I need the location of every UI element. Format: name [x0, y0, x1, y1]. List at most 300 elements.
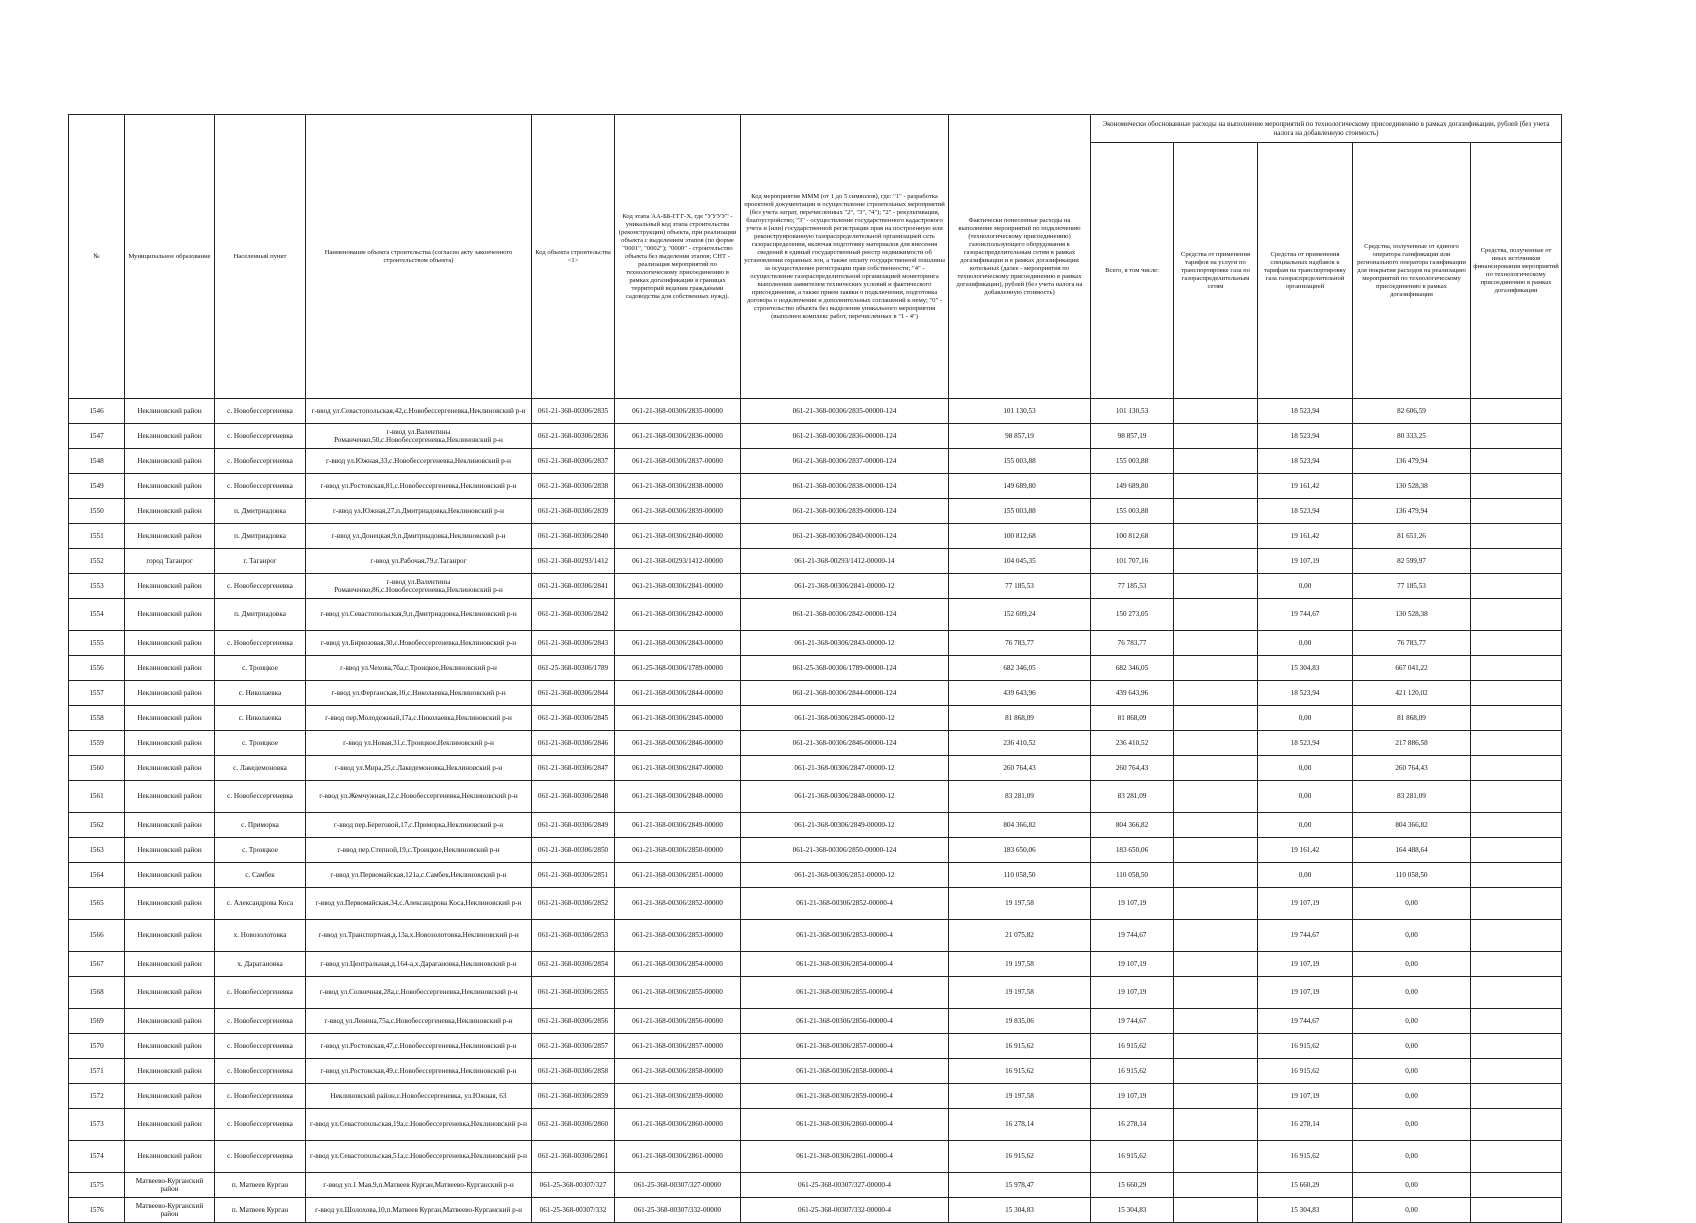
transport-tariff-cell: [1174, 656, 1258, 681]
special-markup-cell: 15 304,83: [1258, 656, 1353, 681]
row-number: 1567: [69, 952, 125, 977]
measure-code-cell: 061-25-368-00307/332-00000-4: [741, 1198, 949, 1223]
stage-code-cell: 061-21-368-00306/2857-00000: [615, 1034, 741, 1059]
object-name-cell: г-ввод ул.Ростовская,81,с.Новобессергеневка,Неклиновский р-н: [306, 474, 532, 499]
measure-code-cell: 061-21-368-00306/2853-00000-4: [741, 920, 949, 952]
settlement-cell: с. Троицкое: [215, 838, 306, 863]
municipality-cell: Неклиновский район: [125, 399, 215, 424]
object-name-cell: г-ввод ул.Чехова,7ба,с.Троицкое,Неклиновский р-н: [306, 656, 532, 681]
object-code-cell: 061-21-368-00306/2860: [532, 1109, 615, 1141]
row-number: 1556: [69, 656, 125, 681]
object-name-cell: г-ввод ул.Жемчужная,12,с.Новобессергеневка,Неклиновский р-н: [306, 781, 532, 813]
special-markup-cell: 15 660,29: [1258, 1173, 1353, 1198]
actual-costs-cell: 21 075,82: [949, 920, 1091, 952]
operator-funds-cell: 136 479,94: [1353, 449, 1471, 474]
row-number: 1554: [69, 599, 125, 631]
object-name-cell: г-ввод ул.Ферганская,10,с.Николаевка,Неклиновский р-н: [306, 681, 532, 706]
operator-funds-cell: 80 333,25: [1353, 424, 1471, 449]
other-sources-cell: [1471, 781, 1562, 813]
header-actual-costs: Фактически понесенные расходы на выполнение мероприятий по подключению (технологическому присоединению) газоиспользующего оборудования к газораспределительным сетям в рамках догазификации и в рамках догазификации котельных (далее - мероприятия по технологическому присоединению в рамках догазификации), рублей (без учета налога на добавленную стоимость): [949, 115, 1091, 399]
other-sources-cell: [1471, 977, 1562, 1009]
measure-code-cell: 061-21-368-00306/2848-00000-12: [741, 781, 949, 813]
operator-funds-cell: 0,00: [1353, 1173, 1471, 1198]
table-row: [69, 813, 1562, 838]
object-name-cell: г-ввод ул.Транспортная,д.13а,х.Новозолотовка,Неклиновский р-н: [306, 920, 532, 952]
object-code-cell: 061-21-368-00306/2849: [532, 813, 615, 838]
stage-code-cell: 061-25-368-00307/327-00000: [615, 1173, 741, 1198]
row-number: 1565: [69, 888, 125, 920]
operator-funds-cell: 421 120,02: [1353, 681, 1471, 706]
row-number: 1547: [69, 424, 125, 449]
table-body: [69, 399, 1562, 1223]
row-number: 1551: [69, 524, 125, 549]
settlement-cell: с. Самбек: [215, 863, 306, 888]
operator-funds-cell: 0,00: [1353, 888, 1471, 920]
row-number: 1563: [69, 838, 125, 863]
special-markup-cell: 16 278,14: [1258, 1109, 1353, 1141]
special-markup-cell: 19 161,42: [1258, 474, 1353, 499]
measure-code-cell: 061-21-368-00306/2836-00000-124: [741, 424, 949, 449]
special-markup-cell: 18 523,94: [1258, 681, 1353, 706]
total-cell: 150 273,05: [1091, 599, 1174, 631]
operator-funds-cell: 82 606,59: [1353, 399, 1471, 424]
municipality-cell: Неклиновский район: [125, 838, 215, 863]
settlement-cell: х. Новозолотовка: [215, 920, 306, 952]
object-code-cell: 061-21-368-00306/2843: [532, 631, 615, 656]
settlement-cell: с. Троицкое: [215, 731, 306, 756]
municipality-cell: Матвеево-Курганский район: [125, 1173, 215, 1198]
object-name-cell: г-ввод ул.Ростовская,47,с.Новобессергеневка,Неклиновский р-н: [306, 1034, 532, 1059]
other-sources-cell: [1471, 888, 1562, 920]
settlement-cell: с. Новобессергеневка: [215, 781, 306, 813]
transport-tariff-cell: [1174, 756, 1258, 781]
total-cell: 15 660,29: [1091, 1173, 1174, 1198]
table-row: [69, 474, 1562, 499]
municipality-cell: Неклиновский район: [125, 863, 215, 888]
operator-funds-cell: 81 868,09: [1353, 706, 1471, 731]
table-row: [69, 1198, 1562, 1223]
total-cell: 100 812,68: [1091, 524, 1174, 549]
total-cell: 98 857,19: [1091, 424, 1174, 449]
transport-tariff-cell: [1174, 706, 1258, 731]
settlement-cell: с. Новобессергеневка: [215, 1009, 306, 1034]
municipality-cell: Неклиновский район: [125, 1059, 215, 1084]
other-sources-cell: [1471, 863, 1562, 888]
stage-code-cell: 061-21-368-00306/2848-00000: [615, 781, 741, 813]
other-sources-cell: [1471, 599, 1562, 631]
total-cell: 19 744,67: [1091, 920, 1174, 952]
measure-code-cell: 061-21-368-00306/2856-00000-4: [741, 1009, 949, 1034]
other-sources-cell: [1471, 813, 1562, 838]
row-number: 1557: [69, 681, 125, 706]
header-measure-code: Код мероприятия МММ (от 1 до 5 символов), где: "1" - разработка проектной документации и осуществление строительных мероприятий (без учета затрат, перечисленных "2", "3", "4"); "2" - рекультивация, благоустройство; "3" - осуществление государственного кадастрового учета и (или) государственной регистрации прав на построенную или реконструированную газораспределительной организацией сеть газораспределения, включая подготовку материалов для внесения сведений в единый государственный реестр недвижимости об установлении охранных зон, а также оплату государственной пошлины за осуществление регистрации прав собственности; "4" - осуществление газораспределительной организацией мониторинга выполнения заявителем технических условий и фактического присоединения, а также прием заявки о подключении, подготовка договора о подключении и дополнительных соглашений к нему; "0" - строительство объекта без выделения уникального мероприятия (выполнен комплекс работ, перечисленных в "1 - 4"): [741, 115, 949, 399]
object-name-cell: г-ввод ул.1 Мая,9,п.Матвеев Курган,Матвеево-Курганский р-н: [306, 1173, 532, 1198]
municipality-cell: Неклиновский район: [125, 731, 215, 756]
measure-code-cell: 061-21-368-00306/2857-00000-4: [741, 1034, 949, 1059]
special-markup-cell: 18 523,94: [1258, 499, 1353, 524]
object-name-cell: г-ввод пер.Степной,19,с.Троицкое,Неклиновский р-н: [306, 838, 532, 863]
object-name-cell: г-ввод ул.Севастопольская,9,п.Дмитриадовка,Неклиновский р-н: [306, 599, 532, 631]
operator-funds-cell: 164 488,64: [1353, 838, 1471, 863]
transport-tariff-cell: [1174, 424, 1258, 449]
stage-code-cell: 061-21-368-00306/2845-00000: [615, 706, 741, 731]
table-row: [69, 1059, 1562, 1084]
table-row: [69, 399, 1562, 424]
transport-tariff-cell: [1174, 1173, 1258, 1198]
table-row: [69, 1141, 1562, 1173]
settlement-cell: п. Дмитриадовка: [215, 499, 306, 524]
object-name-cell: г-ввод ул.Севастопольская,19а,с.Новобессергеневка,Неклиновский р-н: [306, 1109, 532, 1141]
transport-tariff-cell: [1174, 813, 1258, 838]
object-code-cell: 061-25-368-00306/1789: [532, 656, 615, 681]
municipality-cell: Неклиновский район: [125, 681, 215, 706]
settlement-cell: с. Новобессергеневка: [215, 1109, 306, 1141]
municipality-cell: Неклиновский район: [125, 920, 215, 952]
measure-code-cell: 061-21-368-00306/2847-00000-12: [741, 756, 949, 781]
total-cell: 260 764,43: [1091, 756, 1174, 781]
row-number: 1550: [69, 499, 125, 524]
operator-funds-cell: 110 058,50: [1353, 863, 1471, 888]
total-cell: 19 107,19: [1091, 952, 1174, 977]
special-markup-cell: 15 304,83: [1258, 1198, 1353, 1223]
actual-costs-cell: 19 197,58: [949, 1084, 1091, 1109]
operator-funds-cell: 0,00: [1353, 920, 1471, 952]
special-markup-cell: 16 915,62: [1258, 1034, 1353, 1059]
row-number: 1575: [69, 1173, 125, 1198]
header-operator-funds: Средства, полученные от единого оператора газификации или регионального оператора газификации для покрытия расходов на реализацию мероприятий по технологическому присоединению в рамках догазификации: [1353, 143, 1471, 399]
actual-costs-cell: 682 346,05: [949, 656, 1091, 681]
settlement-cell: с. Николаевка: [215, 706, 306, 731]
other-sources-cell: [1471, 1198, 1562, 1223]
measure-code-cell: 061-21-368-00306/2849-00000-12: [741, 813, 949, 838]
other-sources-cell: [1471, 1173, 1562, 1198]
stage-code-cell: 061-21-368-00306/2860-00000: [615, 1109, 741, 1141]
total-cell: 682 346,05: [1091, 656, 1174, 681]
other-sources-cell: [1471, 920, 1562, 952]
other-sources-cell: [1471, 399, 1562, 424]
object-code-cell: 061-21-368-00306/2857: [532, 1034, 615, 1059]
total-cell: 19 107,19: [1091, 977, 1174, 1009]
object-code-cell: 061-21-368-00306/2846: [532, 731, 615, 756]
object-name-cell: г-ввод ул.Новая,31,с.Троицкое,Неклиновский р-н: [306, 731, 532, 756]
actual-costs-cell: 152 609,24: [949, 599, 1091, 631]
actual-costs-cell: 155 003,88: [949, 449, 1091, 474]
municipality-cell: Неклиновский район: [125, 1034, 215, 1059]
total-cell: 16 915,62: [1091, 1059, 1174, 1084]
transport-tariff-cell: [1174, 952, 1258, 977]
object-code-cell: 061-21-368-00306/2858: [532, 1059, 615, 1084]
total-cell: 19 107,19: [1091, 888, 1174, 920]
object-code-cell: 061-21-368-00306/2835: [532, 399, 615, 424]
other-sources-cell: [1471, 731, 1562, 756]
table-row: [69, 1084, 1562, 1109]
object-code-cell: 061-21-368-00306/2859: [532, 1084, 615, 1109]
transport-tariff-cell: [1174, 681, 1258, 706]
stage-code-cell: 061-21-368-00306/2844-00000: [615, 681, 741, 706]
measure-code-cell: 061-21-368-00306/2852-00000-4: [741, 888, 949, 920]
header-municipality: Муниципальное образование: [125, 115, 215, 399]
stage-code-cell: 061-21-368-00306/2852-00000: [615, 888, 741, 920]
stage-code-cell: 061-21-368-00306/2838-00000: [615, 474, 741, 499]
transport-tariff-cell: [1174, 499, 1258, 524]
actual-costs-cell: 100 812,68: [949, 524, 1091, 549]
row-number: 1568: [69, 977, 125, 1009]
row-number: 1570: [69, 1034, 125, 1059]
object-code-cell: 061-21-368-00306/2841: [532, 574, 615, 599]
settlement-cell: с. Новобессергеневка: [215, 399, 306, 424]
object-code-cell: 061-21-368-00306/2837: [532, 449, 615, 474]
transport-tariff-cell: [1174, 474, 1258, 499]
special-markup-cell: 16 915,62: [1258, 1141, 1353, 1173]
operator-funds-cell: 77 185,53: [1353, 574, 1471, 599]
object-name-cell: г-ввод ул.Мира,25,с.Лакедемоновка,Неклиновский р-н: [306, 756, 532, 781]
other-sources-cell: [1471, 424, 1562, 449]
total-cell: 77 185,53: [1091, 574, 1174, 599]
measure-code-cell: 061-21-368-00306/2846-00000-124: [741, 731, 949, 756]
municipality-cell: Неклиновский район: [125, 1009, 215, 1034]
stage-code-cell: 061-21-368-00306/2853-00000: [615, 920, 741, 952]
actual-costs-cell: 16 915,62: [949, 1034, 1091, 1059]
row-number: 1572: [69, 1084, 125, 1109]
row-number: 1564: [69, 863, 125, 888]
table-row: [69, 499, 1562, 524]
transport-tariff-cell: [1174, 1198, 1258, 1223]
municipality-cell: Неклиновский район: [125, 449, 215, 474]
measure-code-cell: 061-21-368-00306/2845-00000-12: [741, 706, 949, 731]
operator-funds-cell: 136 479,94: [1353, 499, 1471, 524]
other-sources-cell: [1471, 1109, 1562, 1141]
object-code-cell: 061-21-368-00306/2856: [532, 1009, 615, 1034]
special-markup-cell: 19 107,19: [1258, 549, 1353, 574]
other-sources-cell: [1471, 952, 1562, 977]
table-row: [69, 706, 1562, 731]
table-row: [69, 424, 1562, 449]
total-cell: 183 650,06: [1091, 838, 1174, 863]
settlement-cell: с. Новобессергеневка: [215, 474, 306, 499]
object-name-cell: г-ввод пер.Береговой,17,с.Приморка,Неклиновский р-н: [306, 813, 532, 838]
special-markup-cell: 19 161,42: [1258, 838, 1353, 863]
row-number: 1548: [69, 449, 125, 474]
object-name-cell: г-ввод ул.Первомайская,121а,с.Самбек,Неклиновский р-н: [306, 863, 532, 888]
header-settlement: Населенный пункт: [215, 115, 306, 399]
measure-code-cell: 061-21-368-00306/2840-00000-124: [741, 524, 949, 549]
actual-costs-cell: 155 003,88: [949, 499, 1091, 524]
settlement-cell: с. Новобессергеневка: [215, 1084, 306, 1109]
total-cell: 15 304,83: [1091, 1198, 1174, 1223]
other-sources-cell: [1471, 574, 1562, 599]
transport-tariff-cell: [1174, 731, 1258, 756]
object-name-cell: г-ввод ул.Ростовская,49,с.Новобессергеневка,Неклиновский р-н: [306, 1059, 532, 1084]
total-cell: 804 366,82: [1091, 813, 1174, 838]
special-markup-cell: 19 161,42: [1258, 524, 1353, 549]
municipality-cell: Неклиновский район: [125, 599, 215, 631]
table-row: [69, 863, 1562, 888]
stage-code-cell: 061-25-368-00307/332-00000: [615, 1198, 741, 1223]
object-name-cell: г-ввод ул.Севастопольская,42,с.Новобессергеневка,Неклиновский р-н: [306, 399, 532, 424]
object-name-cell: Неклиновский район,с.Новобессергеневка, ул.Южная, 63: [306, 1084, 532, 1109]
operator-funds-cell: 130 528,38: [1353, 474, 1471, 499]
table-row: [69, 1034, 1562, 1059]
actual-costs-cell: 149 689,80: [949, 474, 1091, 499]
other-sources-cell: [1471, 1034, 1562, 1059]
row-number: 1562: [69, 813, 125, 838]
actual-costs-cell: 19 197,58: [949, 888, 1091, 920]
table-row: [69, 1109, 1562, 1141]
other-sources-cell: [1471, 499, 1562, 524]
other-sources-cell: [1471, 756, 1562, 781]
actual-costs-cell: 83 281,09: [949, 781, 1091, 813]
actual-costs-cell: 183 650,06: [949, 838, 1091, 863]
transport-tariff-cell: [1174, 920, 1258, 952]
total-cell: 155 003,88: [1091, 499, 1174, 524]
stage-code-cell: 061-25-368-00306/1789-00000: [615, 656, 741, 681]
other-sources-cell: [1471, 1141, 1562, 1173]
other-sources-cell: [1471, 631, 1562, 656]
object-name-cell: г-ввод ул.Первомайская,34,с.Александрова Коса,Неклиновский р-н: [306, 888, 532, 920]
total-cell: 81 868,09: [1091, 706, 1174, 731]
municipality-cell: Неклиновский район: [125, 631, 215, 656]
table-row: [69, 952, 1562, 977]
municipality-cell: Неклиновский район: [125, 977, 215, 1009]
table-row: [69, 920, 1562, 952]
special-markup-cell: 18 523,94: [1258, 731, 1353, 756]
settlement-cell: с. Александрова Коса: [215, 888, 306, 920]
settlement-cell: с. Новобессергеневка: [215, 1034, 306, 1059]
other-sources-cell: [1471, 1059, 1562, 1084]
table-row: [69, 838, 1562, 863]
measure-code-cell: 061-21-368-00306/2843-00000-12: [741, 631, 949, 656]
actual-costs-cell: 98 857,19: [949, 424, 1091, 449]
actual-costs-cell: 19 197,58: [949, 952, 1091, 977]
table-row: [69, 631, 1562, 656]
object-name-cell: г-ввод ул.Севастопольская,51а,с.Новобессергеневка,Неклиновский р-н: [306, 1141, 532, 1173]
table-row: [69, 574, 1562, 599]
object-name-cell: г-ввод ул.Донецкая,9,п.Дмитриадовка,Неклиновский р-н: [306, 524, 532, 549]
municipality-cell: Неклиновский район: [125, 1084, 215, 1109]
stage-code-cell: 061-21-368-00306/2855-00000: [615, 977, 741, 1009]
special-markup-cell: 0,00: [1258, 863, 1353, 888]
special-markup-cell: 0,00: [1258, 574, 1353, 599]
settlement-cell: х. Дарагановка: [215, 952, 306, 977]
total-cell: 16 915,62: [1091, 1034, 1174, 1059]
measure-code-cell: 061-21-368-00306/2850-00000-124: [741, 838, 949, 863]
object-name-cell: г-ввод пер.Молодежный,17а,с.Николаевка,Неклиновский р-н: [306, 706, 532, 731]
special-markup-cell: 19 107,19: [1258, 977, 1353, 1009]
municipality-cell: Неклиновский район: [125, 1109, 215, 1141]
settlement-cell: с. Новобессергеневка: [215, 1059, 306, 1084]
measure-code-cell: 061-21-368-00306/2860-00000-4: [741, 1109, 949, 1141]
transport-tariff-cell: [1174, 1109, 1258, 1141]
actual-costs-cell: 16 915,62: [949, 1059, 1091, 1084]
other-sources-cell: [1471, 449, 1562, 474]
measure-code-cell: 061-21-368-00306/2859-00000-4: [741, 1084, 949, 1109]
object-code-cell: 061-21-368-00306/2861: [532, 1141, 615, 1173]
actual-costs-cell: 110 058,50: [949, 863, 1091, 888]
special-markup-cell: 19 107,19: [1258, 1084, 1353, 1109]
stage-code-cell: 061-21-368-00306/2841-00000: [615, 574, 741, 599]
measure-code-cell: 061-21-368-00306/2839-00000-124: [741, 499, 949, 524]
total-cell: 19 744,67: [1091, 1009, 1174, 1034]
object-code-cell: 061-21-368-00306/2854: [532, 952, 615, 977]
settlement-cell: с. Новобессергеневка: [215, 977, 306, 1009]
operator-funds-cell: 0,00: [1353, 1141, 1471, 1173]
special-markup-cell: 0,00: [1258, 813, 1353, 838]
object-name-cell: г-ввод ул.Солнечная,28а,с.Новобессергеневка,Неклиновский р-н: [306, 977, 532, 1009]
actual-costs-cell: 16 278,14: [949, 1109, 1091, 1141]
transport-tariff-cell: [1174, 449, 1258, 474]
stage-code-cell: 061-21-368-00306/2847-00000: [615, 756, 741, 781]
header-transport-tariff: Средства от применения тарифов на услуги по транспортировке газа по газораспределительным сетям: [1174, 143, 1258, 399]
measure-code-cell: 061-21-368-00306/2837-00000-124: [741, 449, 949, 474]
header-econ-group: Экономически обоснованные расходы на выполнение мероприятий по технологическому присоединению в рамках догазификации, рублей (без учета налога на добавленную стоимость): [1091, 115, 1562, 143]
object-name-cell: г-ввод ул.Шолохова,10,п.Матвеев Курган,Матвеево-Курганский р-н: [306, 1198, 532, 1223]
transport-tariff-cell: [1174, 1034, 1258, 1059]
other-sources-cell: [1471, 656, 1562, 681]
stage-code-cell: 061-21-368-00306/2836-00000: [615, 424, 741, 449]
table-row: [69, 888, 1562, 920]
settlement-cell: с. Новобессергеневка: [215, 424, 306, 449]
object-code-cell: 061-21-368-00306/2851: [532, 863, 615, 888]
settlement-cell: п. Дмитриадовка: [215, 599, 306, 631]
transport-tariff-cell: [1174, 1059, 1258, 1084]
measure-code-cell: 061-25-368-00307/327-00000-4: [741, 1173, 949, 1198]
measure-code-cell: 061-21-368-00306/2844-00000-124: [741, 681, 949, 706]
settlement-cell: г. Таганрог: [215, 549, 306, 574]
row-number: 1571: [69, 1059, 125, 1084]
transport-tariff-cell: [1174, 977, 1258, 1009]
object-name-cell: г-ввод ул.Рабочая,79,г.Таганрог: [306, 549, 532, 574]
operator-funds-cell: 217 886,58: [1353, 731, 1471, 756]
special-markup-cell: 19 744,67: [1258, 1009, 1353, 1034]
special-markup-cell: 0,00: [1258, 756, 1353, 781]
table-row: [69, 599, 1562, 631]
operator-funds-cell: 667 041,22: [1353, 656, 1471, 681]
operator-funds-cell: 260 764,43: [1353, 756, 1471, 781]
operator-funds-cell: 130 528,38: [1353, 599, 1471, 631]
object-name-cell: г-ввод ул.Южная,33,с.Новобессергеневка,Неклиновский р-н: [306, 449, 532, 474]
operator-funds-cell: 0,00: [1353, 1198, 1471, 1223]
header-total: Всего, в том числе:: [1091, 143, 1174, 399]
stage-code-cell: 061-21-368-00306/2846-00000: [615, 731, 741, 756]
transport-tariff-cell: [1174, 399, 1258, 424]
actual-costs-cell: 104 045,35: [949, 549, 1091, 574]
operator-funds-cell: 0,00: [1353, 977, 1471, 1009]
row-number: 1549: [69, 474, 125, 499]
actual-costs-cell: 15 978,47: [949, 1173, 1091, 1198]
municipality-cell: Неклиновский район: [125, 888, 215, 920]
special-markup-cell: 0,00: [1258, 706, 1353, 731]
total-cell: 236 410,52: [1091, 731, 1174, 756]
municipality-cell: Неклиновский район: [125, 574, 215, 599]
other-sources-cell: [1471, 1084, 1562, 1109]
actual-costs-cell: 16 915,62: [949, 1141, 1091, 1173]
transport-tariff-cell: [1174, 1084, 1258, 1109]
stage-code-cell: 061-21-368-00306/2835-00000: [615, 399, 741, 424]
table-row: [69, 549, 1562, 574]
settlement-cell: с. Новобессергеневка: [215, 1141, 306, 1173]
special-markup-cell: 18 523,94: [1258, 399, 1353, 424]
table-row: [69, 656, 1562, 681]
other-sources-cell: [1471, 474, 1562, 499]
table-row: [69, 1009, 1562, 1034]
other-sources-cell: [1471, 549, 1562, 574]
other-sources-cell: [1471, 838, 1562, 863]
measure-code-cell: 061-21-368-00306/2861-00000-4: [741, 1141, 949, 1173]
other-sources-cell: [1471, 524, 1562, 549]
transport-tariff-cell: [1174, 524, 1258, 549]
measure-code-cell: 061-21-368-00293/1412-00000-14: [741, 549, 949, 574]
operator-funds-cell: 83 281,09: [1353, 781, 1471, 813]
